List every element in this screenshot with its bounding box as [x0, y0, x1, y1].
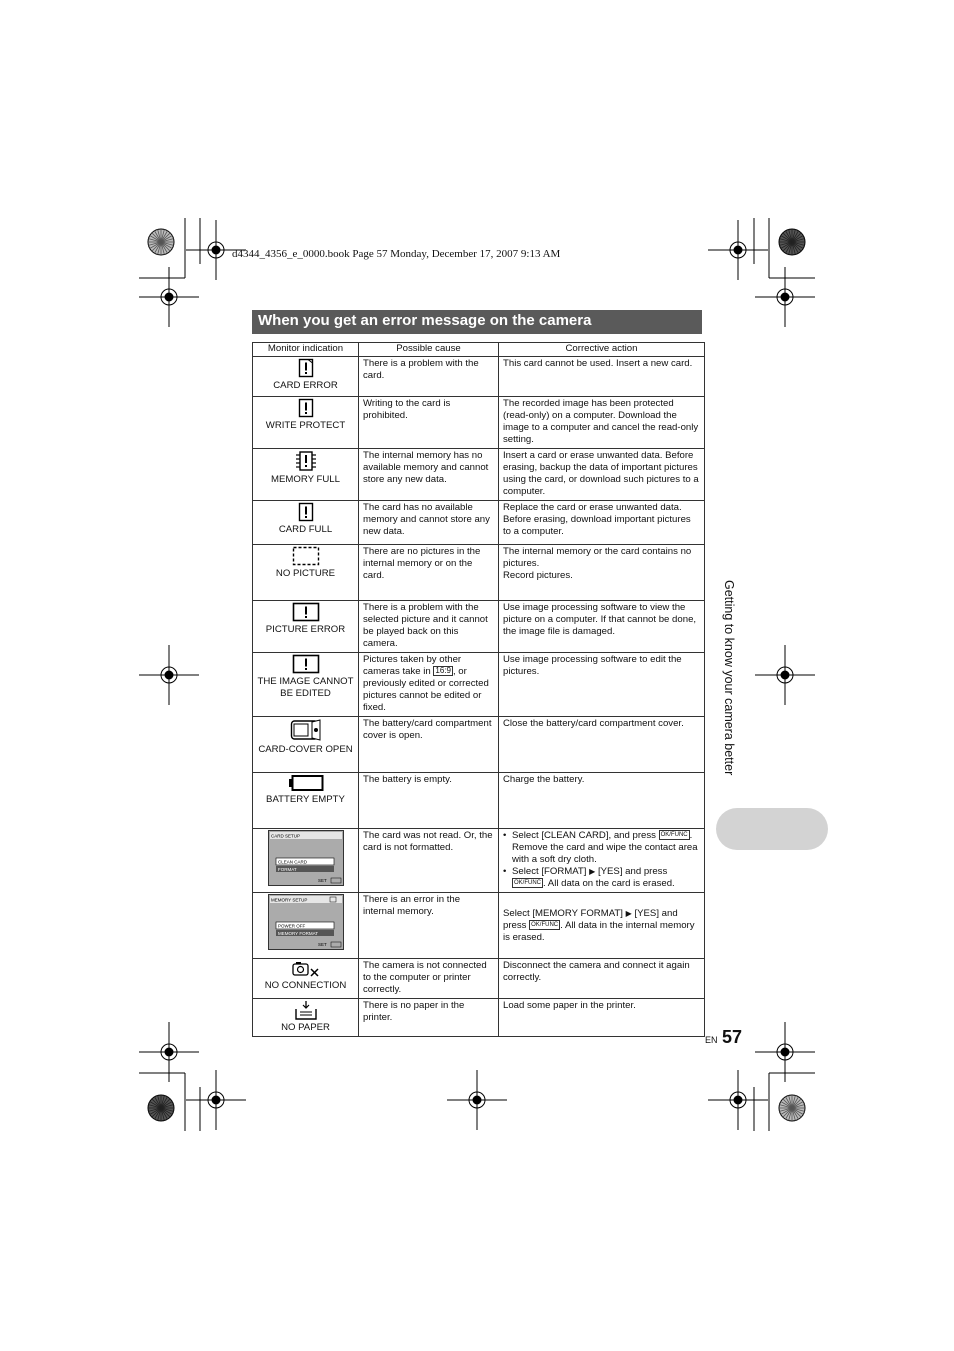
monitor-cell: [253, 397, 359, 449]
registration-dial-icon: [779, 1095, 805, 1121]
registration-dial-icon: [148, 229, 174, 255]
monitor-label: NO CONNECTION: [264, 980, 347, 991]
cause-cell: [359, 653, 499, 717]
registration-dial-icon: [779, 229, 805, 255]
monitor-cell: [253, 545, 359, 601]
action-cell: Replace the card or erase unwanted data. Before erasing, download important pictures to a computer.: [499, 501, 705, 545]
memory-chip-icon: [295, 450, 317, 472]
page-number: 57: [721, 1027, 742, 1047]
action-bullets: [503, 830, 700, 890]
registration-target-icon: [139, 267, 199, 327]
table-row: [253, 397, 705, 449]
column-header-cause: Possible cause: [359, 343, 499, 357]
cause-cell: There is an error in the internal memory.: [359, 893, 499, 959]
monitor-cell: [253, 773, 359, 829]
page-number-block: [705, 1027, 742, 1048]
action-cell: [499, 545, 705, 601]
monitor-label: THE IMAGE CANNOT BE EDITED: [257, 676, 354, 699]
cause-cell: There are no pictures in the internal memory or on the card.: [359, 545, 499, 601]
monitor-label: MEMORY FULL: [271, 474, 340, 485]
monitor-cell: [253, 829, 359, 893]
monitor-label: BATTERY EMPTY: [266, 794, 345, 805]
table-row: [253, 829, 705, 893]
cause-cell: There is a problem with the card.: [359, 357, 499, 397]
page-language: EN: [705, 1035, 718, 1045]
table-row: [253, 449, 705, 501]
list-item: • Select [FORMAT] ▶ [YES] and press OK/FUNC . All data on the card is erased.: [503, 866, 700, 890]
action-cell: This card cannot be used. Insert a new card.: [499, 357, 705, 397]
cause-cell: There is a problem with the selected picture and it cannot be played back on this camera.: [359, 601, 499, 653]
table-row: [253, 773, 705, 829]
card-exclamation-icon: [298, 502, 314, 522]
screen-menu-item: POWER OFF: [277, 923, 305, 929]
monitor-cell: [253, 501, 359, 545]
action-line: Record pictures.: [503, 570, 573, 581]
monitor-label: CARD-COVER OPEN: [258, 744, 353, 755]
camera-disconnected-icon: [291, 960, 321, 978]
monitor-cell: [253, 601, 359, 653]
arrow-right-icon: ▶: [589, 867, 596, 876]
monitor-label: CARD ERROR: [273, 380, 338, 391]
action-cell: Insert a card or erase unwanted data. Before erasing, backup the data of important pictures using the card, or download such pictures to a computer.: [499, 449, 705, 501]
table-row: [253, 717, 705, 773]
card-exclamation-icon: [298, 398, 314, 418]
registration-target-icon: [708, 1070, 768, 1130]
monitor-label: WRITE PROTECT: [265, 420, 346, 431]
picture-exclamation-icon: [292, 654, 320, 674]
section-title: When you get an error message on the camera: [258, 312, 592, 329]
cause-cell: The card was not read. Or, the card is not formatted.: [359, 829, 499, 893]
screen-title: CARD SETUP: [270, 833, 300, 839]
picture-exclamation-icon: [292, 602, 320, 622]
screen-menu-item: MEMORY FORMAT: [277, 930, 318, 936]
cause-cell: The card has no available memory and cannot store any new data.: [359, 501, 499, 545]
registration-target-icon: [755, 267, 815, 327]
action-cell: Charge the battery.: [499, 773, 705, 829]
error-message-table: [252, 342, 705, 1037]
chapter-side-title: Getting to know your camera better: [722, 580, 736, 776]
card-setup-screen: [268, 830, 344, 886]
arrow-right-icon: ▶: [625, 908, 632, 918]
table-row: [253, 545, 705, 601]
cause-cell: The camera is not connected to the computer or printer correctly.: [359, 959, 499, 999]
action-cell: The recorded image has been protected (read-only) on a computer. Download the image to a computer and cancel the read-only setting.: [499, 397, 705, 449]
registration-target-icon: [447, 1070, 507, 1130]
action-cell: [499, 829, 705, 893]
table-row: [253, 357, 705, 397]
table-header-row: [253, 343, 705, 357]
monitor-cell: [253, 959, 359, 999]
action-cell: Use image processing software to view the picture on a computer. If that cannot be done, the image file is damaged.: [499, 601, 705, 653]
aspect-16-9-badge: 16:9: [435, 666, 451, 676]
dashed-frame-icon: [292, 546, 320, 566]
cause-cell: The battery/card compartment cover is open.: [359, 717, 499, 773]
list-item: • Select [CLEAN CARD], and press OK/FUNC . Remove the card and wipe the contact area with a soft dry cloth.: [503, 830, 700, 866]
chapter-tab: [716, 808, 828, 850]
section-title-bar: [252, 310, 702, 334]
action-line: The internal memory or the card contains no pictures.: [503, 546, 692, 569]
monitor-label: NO PAPER: [281, 1022, 330, 1033]
action-cell: Close the battery/card compartment cover.: [499, 717, 705, 773]
monitor-label: CARD FULL: [278, 524, 333, 535]
action-cell: Use image processing software to edit the pictures.: [499, 653, 705, 717]
action-cell: Disconnect the camera and connect it again correctly.: [499, 959, 705, 999]
ok-func-button-icon: OK/FUNC: [660, 832, 688, 839]
battery-empty-icon: [288, 774, 324, 792]
print-header: d4344_4356_e_0000.book Page 57 Monday, December 17, 2007 9:13 AM: [232, 248, 561, 260]
screen-menu-item: CLEAN CARD: [277, 859, 307, 865]
registration-target-icon: [186, 1070, 246, 1130]
card-cover-icon: [290, 718, 322, 742]
screen-title: MEMORY SETUP: [270, 897, 307, 903]
monitor-cell: [253, 717, 359, 773]
action-cell: Load some paper in the printer.: [499, 999, 705, 1037]
registration-target-icon: [139, 645, 199, 705]
registration-target-icon: [755, 645, 815, 705]
monitor-label: NO PICTURE: [275, 568, 336, 579]
registration-target-icon: [708, 220, 768, 280]
monitor-cell: [253, 893, 359, 959]
table-row: [253, 653, 705, 717]
cause-text: , or previously edited or corrected pictures cannot be edited or fixed.: [363, 666, 489, 713]
ok-func-button-icon: OK/FUNC: [514, 880, 541, 887]
cause-cell: Writing to the card is prohibited.: [359, 397, 499, 449]
cause-text: Pictures taken by other cameras take in: [363, 654, 462, 677]
ok-func-button-icon: OK/FUNC: [531, 921, 559, 928]
monitor-label: PICTURE ERROR: [265, 624, 346, 635]
table-row: [253, 601, 705, 653]
screen-footer: SET: [317, 942, 327, 947]
column-header-action: Corrective action: [499, 343, 705, 357]
no-paper-icon: [294, 1000, 318, 1020]
screen-footer: SET: [317, 878, 327, 883]
monitor-cell: [253, 653, 359, 717]
screen-menu-item: FORMAT: [277, 866, 297, 872]
table-row: [253, 501, 705, 545]
cause-cell: There is no paper in the printer.: [359, 999, 499, 1037]
cause-cell: The internal memory has no available memory and cannot store any new data.: [359, 449, 499, 501]
table-row: [253, 959, 705, 999]
monitor-cell: [253, 999, 359, 1037]
cause-cell: The battery is empty.: [359, 773, 499, 829]
column-header-monitor: Monitor indication: [253, 343, 359, 357]
action-cell: Select [MEMORY FORMAT] ▶ [YES] and press OK/FUNC . All data in the internal memory is erased.: [499, 893, 705, 959]
monitor-cell: [253, 357, 359, 397]
monitor-cell: [253, 449, 359, 501]
table-row: [253, 893, 705, 959]
card-exclamation-icon: [298, 358, 314, 378]
table-row: [253, 999, 705, 1037]
registration-dial-icon: [148, 1095, 174, 1121]
memory-setup-screen: [268, 894, 344, 950]
